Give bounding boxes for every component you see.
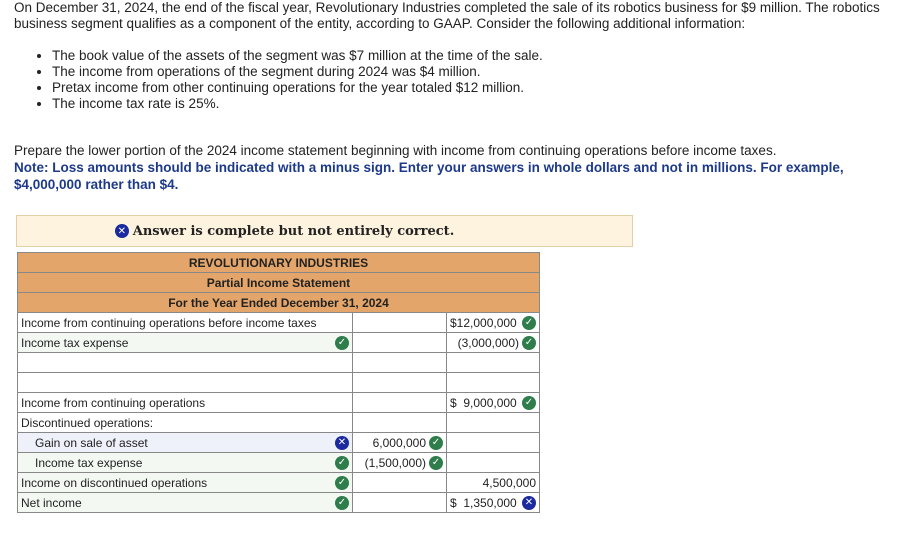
table-row [18, 473, 540, 493]
amount-input-col3[interactable] [447, 373, 540, 393]
question-text [14, 0, 894, 112]
amount-value: 4,500,000 [482, 475, 536, 490]
amount-value: $ 9,000,000 [450, 395, 517, 410]
answer-status-banner [16, 215, 633, 247]
table-row [18, 453, 540, 473]
amount-input-col3[interactable] [447, 433, 540, 453]
row-label-cell[interactable] [18, 313, 353, 333]
row-label: Income from continuing operations before income taxes [21, 315, 317, 330]
row-label-cell[interactable] [18, 393, 353, 413]
note-text: Note: Loss amounts should be indicated with a minus sign. Enter your answers in whole dollars and not in millions. For example, $4,000,000 rather than $4. [14, 160, 844, 192]
row-label-cell[interactable] [18, 333, 353, 353]
info-item: • The income from operations of the segment during 2024 was $4 million. [52, 64, 894, 80]
row-label: Income on discontinued operations [21, 475, 208, 490]
amount-input-col2[interactable] [353, 333, 447, 353]
table-row [18, 413, 540, 433]
check-icon: ✓ [522, 316, 536, 330]
amount-input-col2[interactable] [353, 353, 447, 373]
check-icon: ✓ [522, 336, 536, 350]
amount-input-col2[interactable] [353, 313, 447, 333]
amount-input-col2[interactable] [353, 473, 447, 493]
check-icon: ✓ [335, 456, 349, 470]
amount-input-col3[interactable] [447, 453, 540, 473]
amount-input-col3[interactable] [447, 473, 540, 493]
amount-value: 6,000,000 [372, 435, 426, 450]
incorrect-icon: ✕ [335, 436, 349, 450]
info-item: • Pretax income from other continuing operations for the year totaled $12 million. [52, 80, 894, 96]
amount-value: $ 1,350,000 [450, 495, 517, 510]
row-label-cell[interactable] [18, 373, 353, 393]
incorrect-icon: ✕ [115, 224, 129, 238]
row-label: Income tax expense [21, 335, 129, 350]
statement-title: Partial Income Statement [18, 273, 540, 293]
table-row [18, 353, 540, 373]
row-label-cell[interactable] [18, 433, 353, 453]
incorrect-icon: ✕ [522, 496, 536, 510]
table-row [18, 493, 540, 513]
row-label-cell[interactable] [18, 473, 353, 493]
amount-value: (1,500,000) [364, 455, 426, 470]
table-row [18, 373, 540, 393]
check-icon: ✓ [429, 456, 443, 470]
check-icon: ✓ [522, 396, 536, 410]
amount-input-col2[interactable] [353, 453, 447, 473]
info-item: • The book value of the assets of the segment was $7 million at the time of the sale. [52, 48, 894, 64]
intro-paragraph: On December 31, 2024, the end of the fiscal year, Revolutionary Industries completed the sale of its robotics business for $9 million. The robotics business segment qualifies as a component of the entity, according to GAAP. Consider the following additional information: [14, 0, 880, 31]
amount-input-col3[interactable] [447, 313, 540, 333]
check-icon: ✓ [335, 336, 349, 350]
table-row [18, 333, 540, 353]
row-label: Discontinued operations: [21, 415, 154, 430]
row-label: Income from continuing operations [21, 395, 206, 410]
income-statement-table [17, 252, 540, 513]
prepare-text: Prepare the lower portion of the 2024 income statement beginning with income from continuing operations before income taxes. [14, 143, 777, 158]
info-list [34, 48, 894, 112]
amount-value: $12,000,000 [450, 315, 517, 330]
amount-value: (3,000,000) [457, 335, 519, 350]
row-label-cell[interactable] [18, 453, 353, 473]
table-row [18, 313, 540, 333]
amount-input-col3[interactable] [447, 493, 540, 513]
check-icon: ✓ [429, 436, 443, 450]
amount-input-col2[interactable] [353, 493, 447, 513]
amount-input-col2[interactable] [353, 433, 447, 453]
table-row [18, 433, 540, 453]
check-icon: ✓ [335, 476, 349, 490]
row-label-cell[interactable] [18, 413, 353, 433]
statement-period: For the Year Ended December 31, 2024 [18, 293, 540, 313]
amount-input-col3[interactable] [447, 413, 540, 433]
amount-input-col3[interactable] [447, 333, 540, 353]
company-name: REVOLUTIONARY INDUSTRIES [18, 253, 540, 273]
amount-input-col2[interactable] [353, 413, 447, 433]
amount-input-col2[interactable] [353, 373, 447, 393]
row-label: Gain on sale of asset [35, 435, 148, 450]
banner-text: Answer is complete but not entirely correct. [132, 223, 455, 239]
row-label: Net income [21, 495, 82, 510]
amount-input-col2[interactable] [353, 393, 447, 413]
info-item: • The income tax rate is 25%. [52, 96, 894, 112]
row-label-cell[interactable] [18, 353, 353, 373]
row-label-cell[interactable] [18, 493, 353, 513]
check-icon: ✓ [335, 496, 349, 510]
table-row [18, 393, 540, 413]
amount-input-col3[interactable] [447, 393, 540, 413]
amount-input-col3[interactable] [447, 353, 540, 373]
instructions [14, 142, 894, 193]
row-label: Income tax expense [35, 455, 143, 470]
